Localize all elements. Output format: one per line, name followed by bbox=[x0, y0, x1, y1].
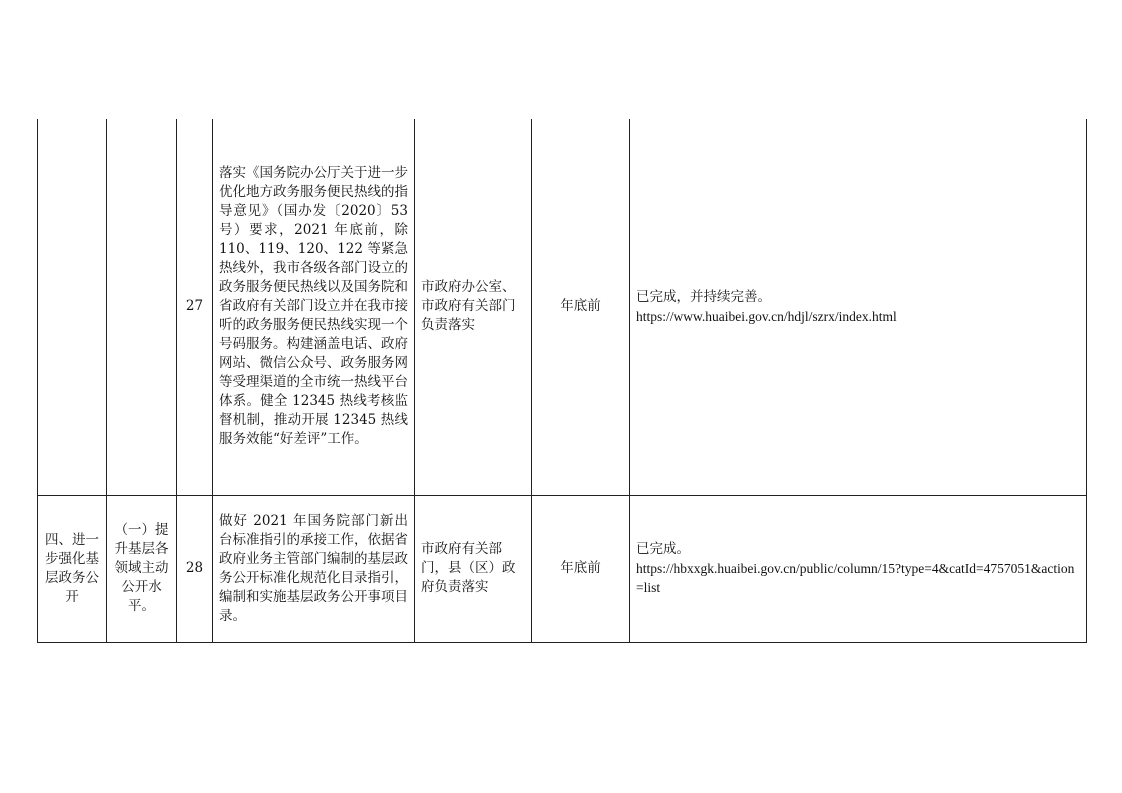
responsible-unit: 市政府有关部门，县（区）政府负责落实 bbox=[415, 495, 532, 642]
status-text: 已完成。 bbox=[636, 541, 690, 557]
table-row bbox=[38, 119, 1087, 495]
status-url: https://hbxxgk.huaibei.gov.cn/public/column/15?type=4&catId=4757051&action=list bbox=[636, 561, 1075, 595]
category-cell: 四、进一步强化基层政务公开 bbox=[38, 495, 107, 642]
completion-status bbox=[630, 119, 1087, 495]
item-number: 28 bbox=[177, 495, 213, 642]
item-number: 27 bbox=[177, 119, 213, 495]
status-url: https://www.huaibei.gov.cn/hdjl/szrx/index.html bbox=[636, 308, 897, 324]
deadline: 年底前 bbox=[532, 495, 630, 642]
task-description: 落实《国务院办公厅关于进一步优化地方政务服务便民热线的指导意见》（国办发〔2020〕53 号）要求，2021 年底前，除 110、119、120、122 等紧急热线外，我市各级各部门设立的政务服务便民热线以及国务院和省政府有关部门设立并在我市接听的政务服务便民热线实现一个号码服务。构建涵盖电话、政府网站、微信公众号、政务服务网等受理渠道的全市统一热线平台体系。健全 12345 热线考核监督机制，推动开展 12345 热线服务效能“好差评”工作。 bbox=[213, 119, 415, 495]
table-row bbox=[38, 495, 1087, 642]
task-description: 做好 2021 年国务院部门新出台标准指引的承接工作，依据省政府业务主管部门编制的基层政务公开标准化规范化目录指引，编制和实施基层政务公开事项目录。 bbox=[213, 495, 415, 642]
responsible-unit: 市政府办公室、市政府有关部门负责落实 bbox=[415, 119, 532, 495]
work-progress-table bbox=[37, 119, 1087, 643]
status-text: 已完成，并持续完善。 bbox=[636, 288, 771, 305]
subcategory-cell bbox=[107, 119, 177, 495]
deadline: 年底前 bbox=[532, 119, 630, 495]
category-cell bbox=[38, 119, 107, 495]
completion-status bbox=[630, 495, 1087, 642]
subcategory-cell: （一）提升基层各领域主动公开水平。 bbox=[107, 495, 177, 642]
